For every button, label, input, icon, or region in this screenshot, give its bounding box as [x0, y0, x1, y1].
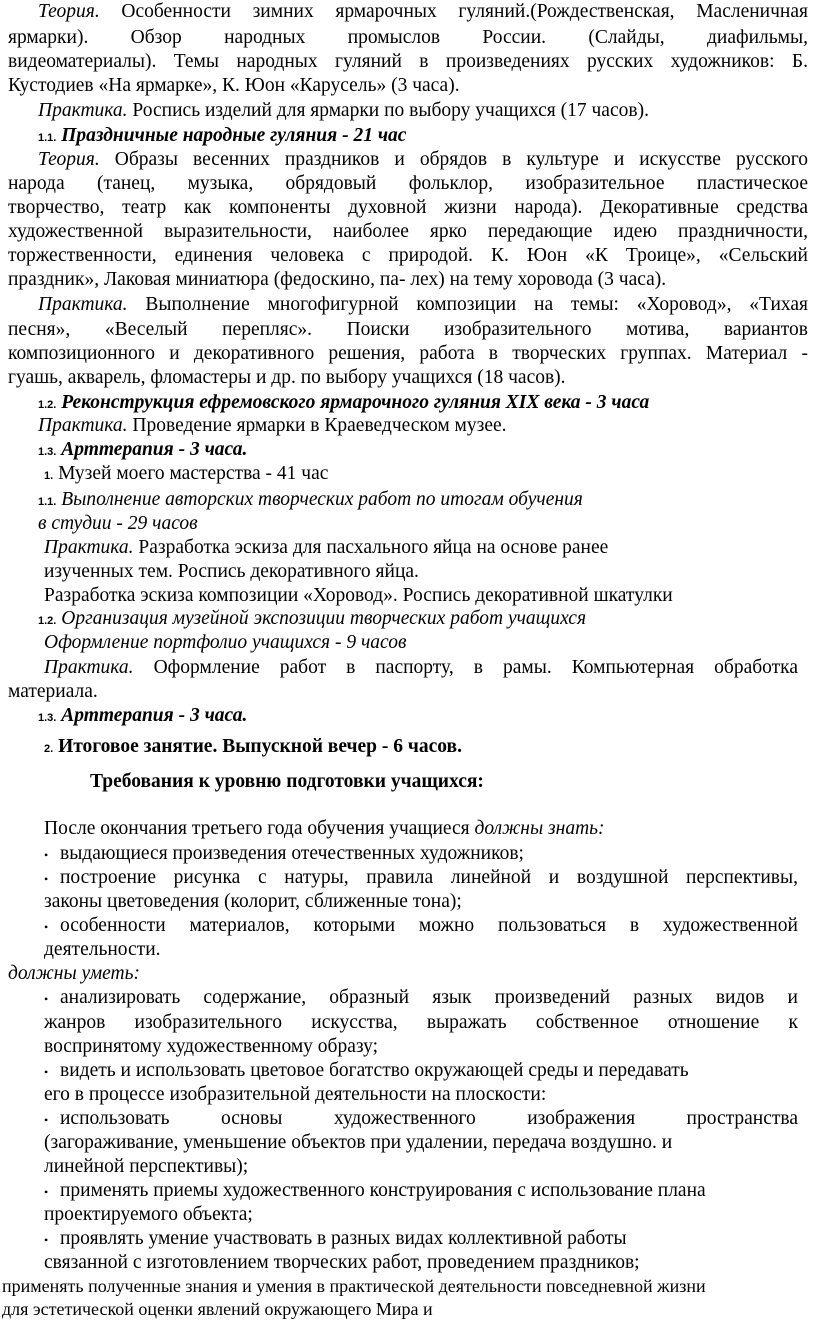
text-run: песня», «Веселый перепляс». Поиски изобразительного мотива, вариантов: [8, 319, 808, 340]
text-run: видеть и использовать цветовое богатство окружающей среды и передавать: [60, 1060, 689, 1081]
text-line: [8, 318, 808, 342]
text-line: [44, 536, 608, 560]
text-line: [38, 99, 649, 123]
bold-italic-run: Арттерапия - 3 часа.: [56, 705, 248, 726]
text-line: [44, 1203, 253, 1227]
text-line: [44, 1251, 640, 1275]
italic-run: должны знать:: [474, 818, 605, 839]
text-line: [8, 220, 808, 244]
text-line: [8, 366, 566, 390]
text-line: [44, 1035, 378, 1059]
section-number: 1.3.: [38, 446, 57, 458]
list-item: [44, 1107, 798, 1132]
section-heading: [38, 438, 247, 464]
list-item: [44, 914, 798, 939]
text-run: художественной выразительности, наиболее ярко передающие идею праздничности,: [8, 221, 808, 242]
italic-run: Организация музейной экспозиции творческих работ учащихся: [56, 608, 587, 629]
text-run: законы цветоведения (колорит, сближенные тона);: [44, 891, 462, 912]
section-number: 1.3.: [38, 712, 57, 724]
bold-italic-run: Праздничные народные гуляния - 21 час: [56, 125, 407, 146]
text-line: [44, 656, 798, 680]
list-item: [44, 1179, 706, 1204]
italic-run: Практика.: [38, 294, 128, 315]
text-line: [8, 244, 808, 268]
text-line: [8, 268, 666, 292]
italic-run: должны уметь:: [8, 963, 140, 984]
bullet-icon: •: [44, 1233, 49, 1247]
text-run: Выполнение многофигурной композиции на темы: «Хоровод», «Тихая: [127, 294, 808, 315]
text-run: жанров изобразительного искусства, выражать собственное отношение к: [44, 1012, 798, 1033]
italic-run: Практика.: [44, 657, 134, 678]
text-run: проектируемого объекта;: [44, 1204, 253, 1225]
text-run: применять приемы художественного конструирования с использование плана: [60, 1180, 706, 1201]
list-item: [44, 1059, 689, 1084]
bold-italic-run: Реконструкция ефремовского ярмарочного гуляния XIX века - 3 часа: [56, 392, 650, 413]
section-heading: [38, 124, 406, 150]
text-run: связанной с изготовлением творческих работ, проведением праздников;: [44, 1252, 640, 1273]
text-run: ярмарки). Обзор народных промыслов России. (Слайды, диафильмы,: [8, 27, 808, 48]
text-run: После окончания третьего года обучения учащиеся: [44, 818, 475, 839]
text-run: Проведение ярмарки в Краеведческом музее.: [127, 415, 507, 436]
text-line: [8, 0, 808, 24]
list-item: [44, 1227, 627, 1252]
list-item: [44, 842, 524, 867]
section-heading: [38, 704, 247, 730]
text-run: построение рисунка с натуры, правила линейной и воздушной перспективы,: [60, 867, 798, 888]
bullet-icon: •: [44, 1113, 49, 1127]
bullet-icon: •: [44, 872, 49, 886]
text-line: [44, 1155, 248, 1179]
text-line: [8, 50, 808, 74]
section-heading: [38, 488, 583, 514]
bold-run: Итоговое занятие. Выпускной вечер - 6 часов.: [53, 736, 462, 757]
text-run: композиционного и декоративного решения, работа в творческих группах. Материал -: [8, 343, 808, 364]
text-run: видеоматериалы). Темы народных гуляний в произведениях русских художников: Б.: [8, 51, 808, 72]
text-run: выдающиеся произведения отечественных художников;: [60, 843, 524, 864]
text-run: особенности материалов, которыми можно пользоваться в художественной: [60, 915, 798, 936]
text-run: материала.: [8, 681, 98, 702]
text-run: для эстетической оценки явлений окружающего Мира и: [2, 1299, 433, 1319]
text-line: [8, 172, 808, 196]
italic-run: Теория.: [38, 149, 100, 170]
text-run: линейной перспективы);: [44, 1156, 249, 1177]
section-heading: [44, 462, 328, 488]
text-line: [44, 1083, 546, 1107]
text-line: [44, 584, 673, 608]
text-line: [44, 1011, 798, 1035]
text-run: деятельности.: [44, 939, 161, 960]
text-line: [8, 342, 808, 366]
text-run: Особенности зимних ярмарочных гуляний.(Рождественская, Масленичная: [99, 1, 808, 22]
text-run: изученных тем. Роспись декоративного яйца.: [44, 561, 419, 582]
text-line: [8, 26, 808, 50]
bullet-icon: •: [44, 1065, 49, 1079]
text-line: [2, 1297, 433, 1321]
text-line: [44, 1131, 672, 1155]
text-line: [8, 74, 460, 98]
text-run: Оформление работ в паспорту, в рамы. Компьютерная обработка: [133, 657, 798, 678]
section-heading: [44, 735, 462, 761]
text-run: Роспись изделий для ярмарки по выбору учащихся (17 часов).: [127, 100, 649, 121]
text-line: [44, 560, 419, 584]
text-line: [8, 148, 808, 172]
italic-run: Практика.: [44, 537, 134, 558]
section-number: 1.2.: [38, 399, 57, 411]
text-run: торжественности, единения человека с природой. К. Юон «К Троице», «Сельский: [8, 245, 808, 266]
text-line: [8, 196, 808, 220]
text-run: проявлять умение участвовать в разных видах коллективной работы: [60, 1228, 627, 1249]
text-run: праздник», Лаковая миниатюра (федоскино, па- лех) на тему хоровода (3 часа).: [8, 269, 667, 290]
bullet-icon: •: [44, 848, 49, 862]
section-heading: [38, 607, 586, 633]
text-run: народа (танец, музыка, обрядовый фольклор, изобразительное пластическое: [8, 173, 808, 194]
italic-run: Практика.: [38, 100, 128, 121]
text-run: воспринятому художественному образу;: [44, 1036, 379, 1057]
text-run: Образы весенних праздников и обрядов в культуре и искусстве русского: [99, 149, 808, 170]
text-line: [8, 680, 98, 704]
text-run: Разработка эскиза композиции «Хоровод». Роспись декоративной шкатулки: [44, 585, 673, 606]
text-line: [44, 890, 462, 914]
text-run: использовать основы художественного изображения пространства: [60, 1108, 798, 1129]
section-number: 1.1.: [38, 496, 57, 508]
section-number: 1.2.: [38, 615, 57, 627]
italic-run: Выполнение авторских творческих работ по итогам обучения: [56, 489, 583, 510]
bullet-icon: •: [44, 920, 49, 934]
text-run: (загораживание, уменьшение объектов при удалении, передача воздушно. и: [44, 1132, 673, 1153]
section-number: 1.1.: [38, 132, 57, 144]
text-run: его в процессе изобразительной деятельности на плоскости:: [44, 1084, 547, 1105]
text-line: [38, 414, 507, 438]
text-line: [44, 817, 605, 841]
text-run: Кустодиев «На ярмарке», К. Юон «Карусель» (3 часа).: [8, 75, 460, 96]
text-run: гуашь, акварель, фломастеры и др. по выбору учащихся (18 часов).: [8, 367, 566, 388]
text-line: [8, 293, 808, 317]
section-heading: [90, 770, 484, 794]
italic-run: в студии - 29 часов: [38, 513, 198, 534]
italic-run: Оформление портфолио учащихся - 9 часов: [44, 632, 407, 653]
text-run: применять полученные знания и умения в практической деятельности повседневной жизни: [2, 1276, 706, 1296]
italic-run: Практика.: [38, 415, 128, 436]
text-line: [8, 962, 140, 986]
list-item: [44, 986, 798, 1011]
section-number: 2.: [44, 743, 54, 755]
text-run: творчество, театр как компоненты духовной жизни народа). Декоративные средства: [8, 197, 808, 218]
section-number: 1.: [44, 470, 54, 482]
text-line: [38, 512, 198, 536]
text-line: [44, 631, 406, 655]
text-line: [44, 938, 161, 962]
bold-run: Требования к уровню подготовки учащихся:: [90, 771, 484, 792]
bullet-icon: •: [44, 1185, 49, 1199]
text-line: [2, 1274, 706, 1298]
bold-italic-run: Арттерапия - 3 часа.: [56, 439, 248, 460]
bullet-icon: •: [44, 992, 49, 1006]
text-run: анализировать содержание, образный язык произведений разных видов и: [60, 987, 798, 1008]
list-item: [44, 866, 798, 891]
text-run: Разработка эскиза для пасхального яйца на основе ранее: [133, 537, 609, 558]
italic-run: Теория.: [38, 1, 100, 22]
text-run: Музей моего мастерства - 41 час: [53, 463, 329, 484]
